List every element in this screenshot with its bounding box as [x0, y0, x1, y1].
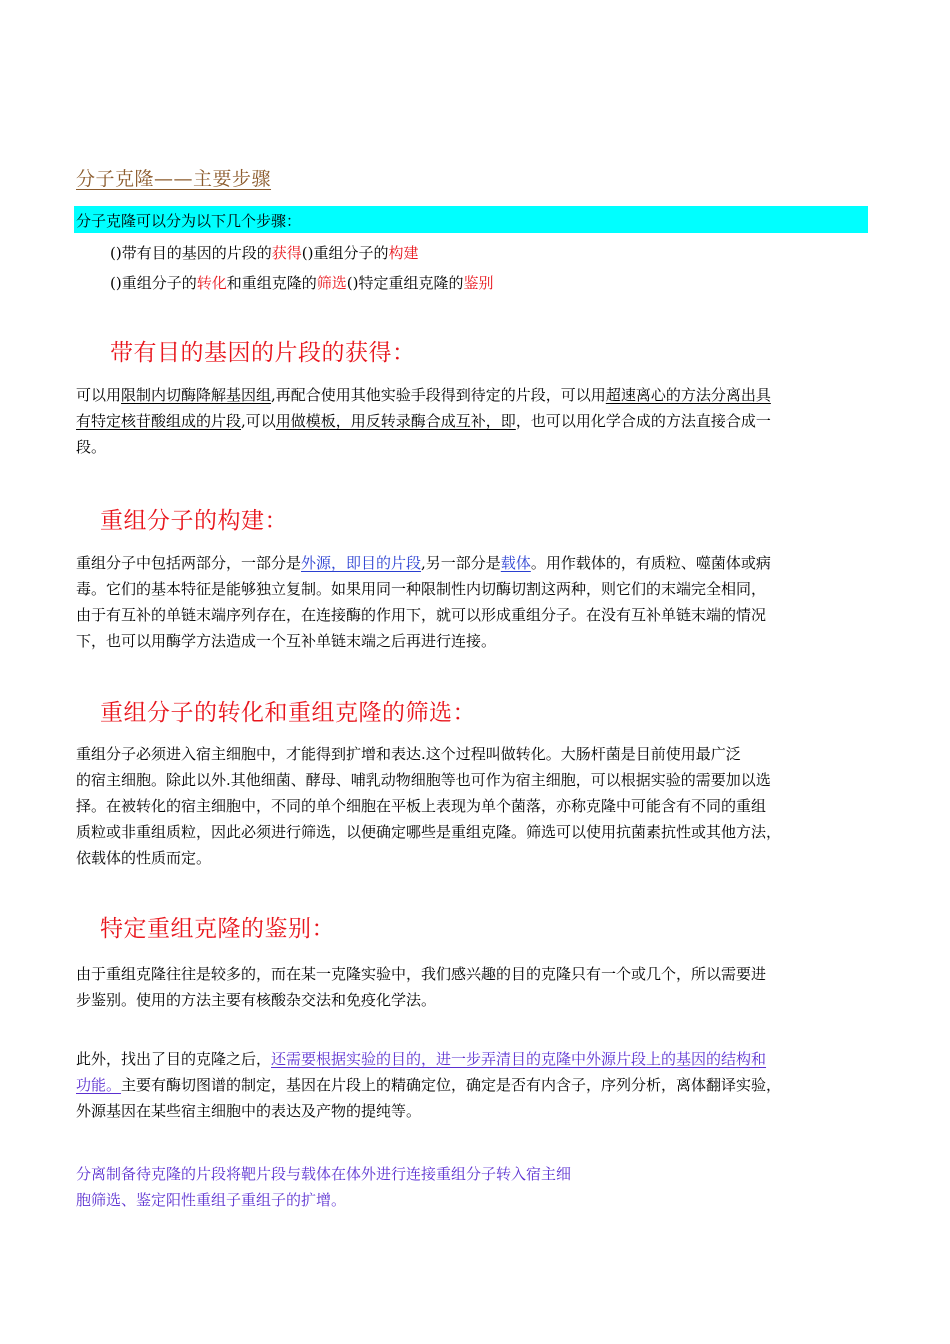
intro-highlight [74, 206, 868, 233]
steps-line-2 [110, 272, 494, 293]
step-1-text: ()带有目的基因的片段的 [110, 244, 272, 262]
section-3-body [76, 741, 868, 871]
text: ，也可以用化学合成的方法直接合成一 [515, 412, 771, 430]
underlined-text: 有特定核苷酸组成的片段 [76, 412, 242, 430]
text: 段。 [76, 438, 107, 456]
page-title: 分子克隆——主要步骤 [76, 168, 272, 190]
underlined-text: 用做模板，用反转录酶合成互补，即 [275, 412, 516, 430]
step-1-keyword: 获得 [271, 244, 302, 262]
text: 可以用 [76, 386, 122, 404]
text: 分离制备待克隆的片段将靶片段与载体在体外进行连接重组分子转入宿主细 [76, 1165, 572, 1183]
text: ,可以 [241, 412, 276, 430]
text: ,再配合使用其他实验手段得到待定的片段，可以用 [271, 386, 606, 404]
text: 依载体的性质而定。 [76, 849, 212, 867]
link-function[interactable]: 功能。 [76, 1076, 122, 1094]
text: 主要有酶切图谱的制定，基因在片段上的精确定位，确定是否有内含子，序列分析，离体翻译实验， [121, 1076, 782, 1094]
step-2-text: ()重组分子的 [301, 244, 389, 262]
paragraph-5 [76, 1046, 868, 1124]
text: ,另一部分是 [421, 554, 501, 572]
step-2-keyword: 构建 [388, 244, 419, 262]
text: 重组分子中包括两部分，一部分是 [76, 554, 302, 572]
step-4-keyword: 鉴别 [463, 274, 494, 292]
text: 择。在被转化的宿主细胞中，不同的单个细胞在平板上表现为单个菌落，亦称克隆中可能含有不同的重组 [76, 797, 767, 815]
section-2-heading: 重组分子的构建： [100, 508, 288, 534]
text: 毒。它们的基本特征是能够独立复制。如果用同一种限制性内切酶切割这两种，则它们的末端完全相同， [76, 580, 767, 598]
section-2-body [76, 550, 868, 654]
text: 步鉴别。使用的方法主要有核酸杂交法和免疫化学法。 [76, 991, 437, 1009]
text: 由于重组克隆往往是较多的，而在某一克隆实验中，我们感兴趣的目的克隆只有一个或几个，所以需要进 [76, 965, 767, 983]
link-further-analysis[interactable]: 还需要根据实验的目的，进一步弄清目的克隆中外源片段上的基因的结构和 [271, 1050, 767, 1068]
section-1-body [76, 382, 868, 460]
step-3-text: ()重组分子的 [110, 274, 197, 292]
underlined-text: 限制内切酶降解基因组 [121, 386, 272, 404]
paragraph-6 [76, 1161, 868, 1213]
steps-line-1 [110, 242, 418, 263]
section-3-heading: 重组分子的转化和重组克隆的筛选： [100, 700, 476, 726]
text: 。用作载体的，有质粒、噬菌体或病 [530, 554, 771, 572]
link-vector[interactable]: 载体 [500, 554, 531, 572]
intro-text: 分子克隆可以分为以下几个步骤： [76, 212, 302, 230]
step-4-text: ()特定重组克隆的 [346, 274, 464, 292]
text: 胞筛选、鉴定阳性重组子重组子的扩增。 [76, 1191, 347, 1209]
step-3-keyword-2: 筛选 [316, 274, 347, 292]
section-4-heading: 特定重组克隆的鉴别： [100, 916, 335, 942]
section-4-body [76, 961, 868, 1013]
step-3-mid: 和重组克隆的 [226, 274, 317, 292]
text: 质粒或非重组质粒，因此必须进行筛选，以便确定哪些是重组克隆。筛选可以使用抗菌素抗性或其他方法， [76, 823, 782, 841]
text: 下，也可以用酶学方法造成一个互补单链末端之后再进行连接。 [76, 632, 497, 650]
link-foreign-fragment[interactable]: 外源，即目的片段 [301, 554, 422, 572]
text: 的宿主细胞。除此以外.其他细菌、酵母、哺乳动物细胞等也可作为宿主细胞，可以根据实验的需要加以选 [76, 771, 771, 789]
text: 由于有互补的单链末端序列存在，在连接酶的作用下，就可以形成重组分子。在没有互补单链末端的情况 [76, 606, 767, 624]
text: 外源基因在某些宿主细胞中的表达及产物的提纯等。 [76, 1102, 422, 1120]
text: 重组分子必须进入宿主细胞中，才能得到扩增和表达.这个过程叫做转化。大肠杆菌是目前使用最广泛 [76, 745, 741, 763]
step-3-keyword: 转化 [196, 274, 227, 292]
text: 此外，找出了目的克隆之后， [76, 1050, 272, 1068]
underlined-text: 超速离心的方法分离出具 [605, 386, 771, 404]
section-1-heading: 带有目的基因的片段的获得： [110, 340, 416, 366]
